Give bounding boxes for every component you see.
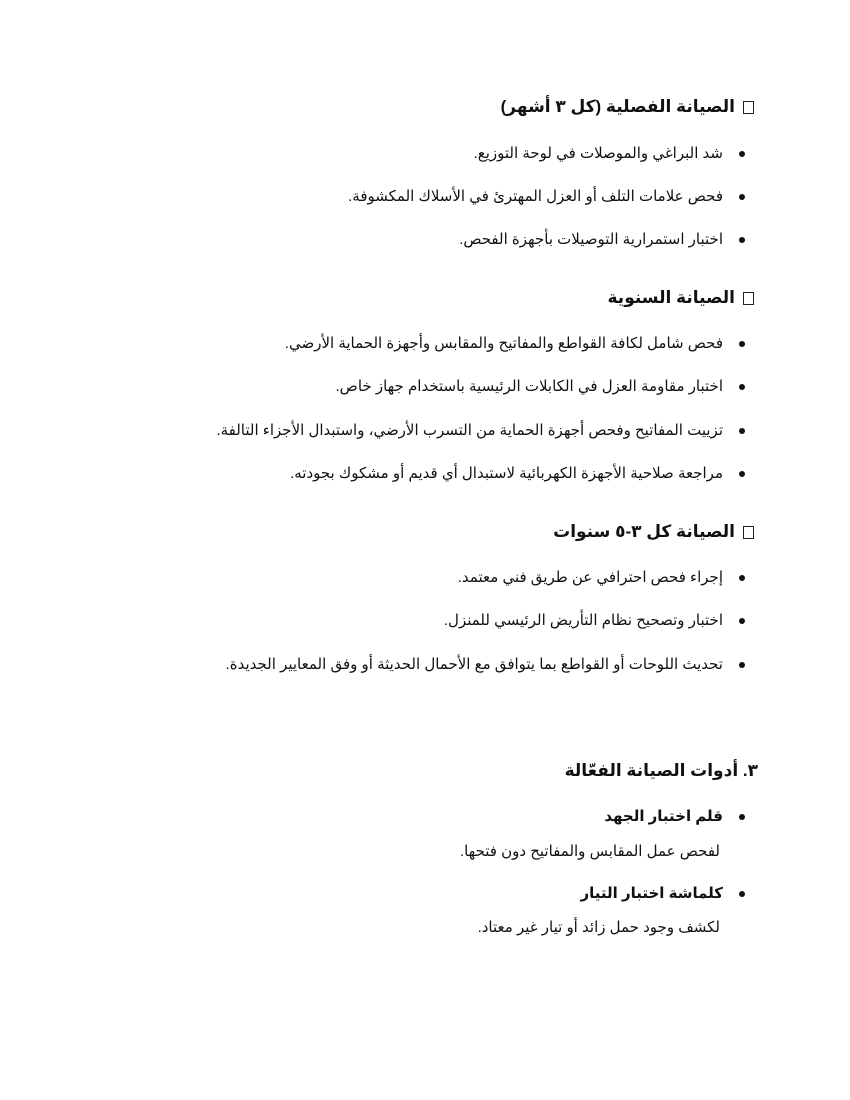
tool-item-description: لكشف وجود حمل زائد أو تيار غير معتاد. — [477, 919, 720, 936]
list-item-text: مراجعة صلاحية الأجهزة الكهربائية لاستبدال أي قديم أو مشكوك بجودته. — [290, 465, 723, 482]
list-item-text: كلماشة اختبار التيار — [580, 885, 723, 902]
bullet-icon — [739, 575, 745, 581]
list-item-text: اختبار استمرارية التوصيلات بأجهزة الفحص. — [459, 231, 723, 248]
checkbox-icon — [743, 101, 754, 114]
tool-item-title — [604, 807, 745, 827]
heading-text: الصيانة السنوية — [607, 288, 735, 307]
checkbox-icon — [743, 292, 754, 305]
list-item-text: تزييت المفاتيح وفحص أجهزة الحماية من التسرب الأرضي، واستبدال الأجزاء التالفة. — [216, 422, 723, 439]
bullet-icon — [739, 384, 745, 390]
heading-text: ٣. أدوات الصيانة الفعّالة — [564, 761, 758, 780]
bullet-icon — [739, 471, 745, 477]
bullet-icon — [739, 341, 745, 347]
list-item — [444, 611, 745, 631]
checkbox-icon — [743, 526, 754, 539]
list-item-text: فحص علامات التلف أو العزل المهترئ في الأسلاك المكشوفة. — [348, 188, 723, 205]
bullet-icon — [739, 891, 745, 897]
list-item-text: تحديث اللوحات أو القواطع بما يتوافق مع الأحمال الحديثة أو وفق المعايير الجديدة. — [225, 656, 723, 673]
list-item-text: اختبار وتصحيح نظام التأريض الرئيسي للمنزل. — [443, 612, 723, 629]
list-item — [290, 464, 745, 484]
list-item-text: شد البراغي والموصلات في لوحة التوزيع. — [473, 145, 723, 162]
tool-item-description: لفحص عمل المقابس والمفاتيح دون فتحها. — [459, 843, 720, 860]
section-heading-multi-year — [553, 521, 754, 543]
section-heading-tools — [565, 760, 758, 782]
list-item — [226, 655, 745, 675]
bullet-icon — [739, 151, 745, 157]
tool-item-title — [581, 884, 745, 904]
section-heading-quarterly — [501, 96, 754, 118]
list-item-text: إجراء فحص احترافي عن طريق فني معتمد. — [457, 569, 723, 586]
list-item-text: قلم اختبار الجهد — [604, 808, 723, 825]
list-item-text: فحص شامل لكافة القواطع والمفاتيح والمقابس وأجهزة الحماية الأرضي. — [284, 335, 723, 352]
bullet-icon — [739, 428, 745, 434]
bullet-icon — [739, 194, 745, 200]
bullet-icon — [739, 814, 745, 820]
list-item — [474, 144, 745, 164]
list-item — [348, 187, 745, 207]
bullet-icon — [739, 618, 745, 624]
list-item-text: اختبار مقاومة العزل في الكابلات الرئيسية باستخدام جهاز خاص. — [335, 378, 723, 395]
heading-text: الصيانة الفصلية (كل ٣ أشهر) — [500, 97, 735, 116]
list-item — [285, 334, 745, 354]
list-item — [459, 230, 745, 250]
bullet-icon — [739, 662, 745, 668]
section-heading-annual — [608, 287, 755, 309]
bullet-icon — [739, 237, 745, 243]
list-item — [458, 568, 745, 588]
list-item — [216, 421, 745, 441]
list-item — [336, 377, 745, 397]
heading-text: الصيانة كل ٣-٥ سنوات — [553, 522, 735, 541]
